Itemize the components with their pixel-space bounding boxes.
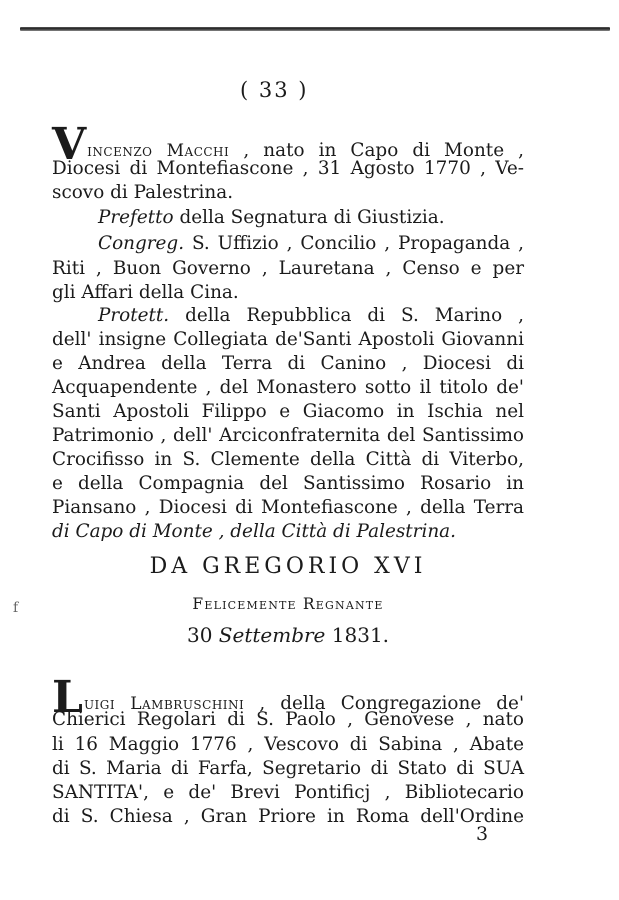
entry2-line3: li 16 Maggio 1776 , Vescovo di Sabina , Abate	[52, 734, 524, 755]
entry1-line3: scovo di Palestrina.	[52, 182, 234, 203]
entry2-line5: SANTITA', e de' Brevi Pontificj , Bibliotecario	[52, 782, 524, 803]
protett-line6: Patrimonio , dell' Arciconfraternita del Santissimo	[52, 425, 524, 446]
protett-line7: Crocifisso in S. Clemente della Città di Viterbo,	[52, 449, 524, 470]
entry2-line4: di S. Maria di Farfa, Segretario di Stato di SUA	[52, 758, 524, 779]
protett-line5: Santi Apostoli Filippo e Giacomo in Ischia nel	[52, 401, 524, 422]
protett-line9: Piansano , Diocesi di Montefiascone , della Terra	[52, 497, 524, 518]
congreg-line2: Riti , Buon Governo , Lauretana , Censo e per	[52, 258, 524, 279]
congreg-line: Congreg. S. Uffizio , Concilio , Propaganda ,	[98, 233, 524, 254]
protett-line10: di Capo di Monte , della Città di Palestrina.	[52, 521, 456, 542]
entry1-line2: Diocesi di Montefiascone , 31 Agosto 1770 , Ve-	[52, 158, 524, 179]
entry2-line1: Luigi Lambruschini , della Congregazione de'	[52, 672, 525, 723]
entry2-line6: di S. Chiesa , Gran Priore in Roma dell'Ordine	[52, 806, 524, 827]
section-date: 30 Settembre 1831.	[186, 623, 390, 647]
dropcap-v: V	[52, 119, 87, 170]
entry2-line2: Chierici Regolari di S. Paolo , Genovese , nato	[52, 709, 524, 730]
protett-line8: e della Compagnia del Santissimo Rosario in	[52, 473, 524, 494]
signature-mark: 3	[476, 823, 489, 845]
page-number: ( 33 )	[240, 78, 309, 102]
top-border-rule	[20, 27, 610, 31]
protett-line2: dell' insigne Collegiata de'Santi Apostoli Giovanni	[52, 329, 524, 350]
section-subheading: Felicemente Regnante	[192, 595, 384, 613]
prefetto-line: Prefetto della Segnatura di Giustizia.	[98, 207, 445, 228]
congreg-line3: gli Affari della Cina.	[52, 282, 239, 303]
dropcap-l: L	[52, 672, 83, 723]
section-heading: DA GREGORIO XVI	[149, 554, 427, 579]
protett-line: Protett. della Repubblica di S. Marino ,	[98, 305, 524, 326]
entry1-line1: Vincenzo Macchi , nato in Capo di Monte ,	[52, 119, 524, 170]
entry2-name: uigi Lambruschini	[83, 694, 245, 714]
entry1-name: incenzo Macchi	[87, 141, 230, 161]
stray-mark: f	[13, 600, 19, 616]
protett-line4: Acquapendente , del Monastero sotto il titolo de'	[52, 377, 524, 398]
protett-line3: e Andrea della Terra di Canino , Diocesi di	[52, 353, 524, 374]
